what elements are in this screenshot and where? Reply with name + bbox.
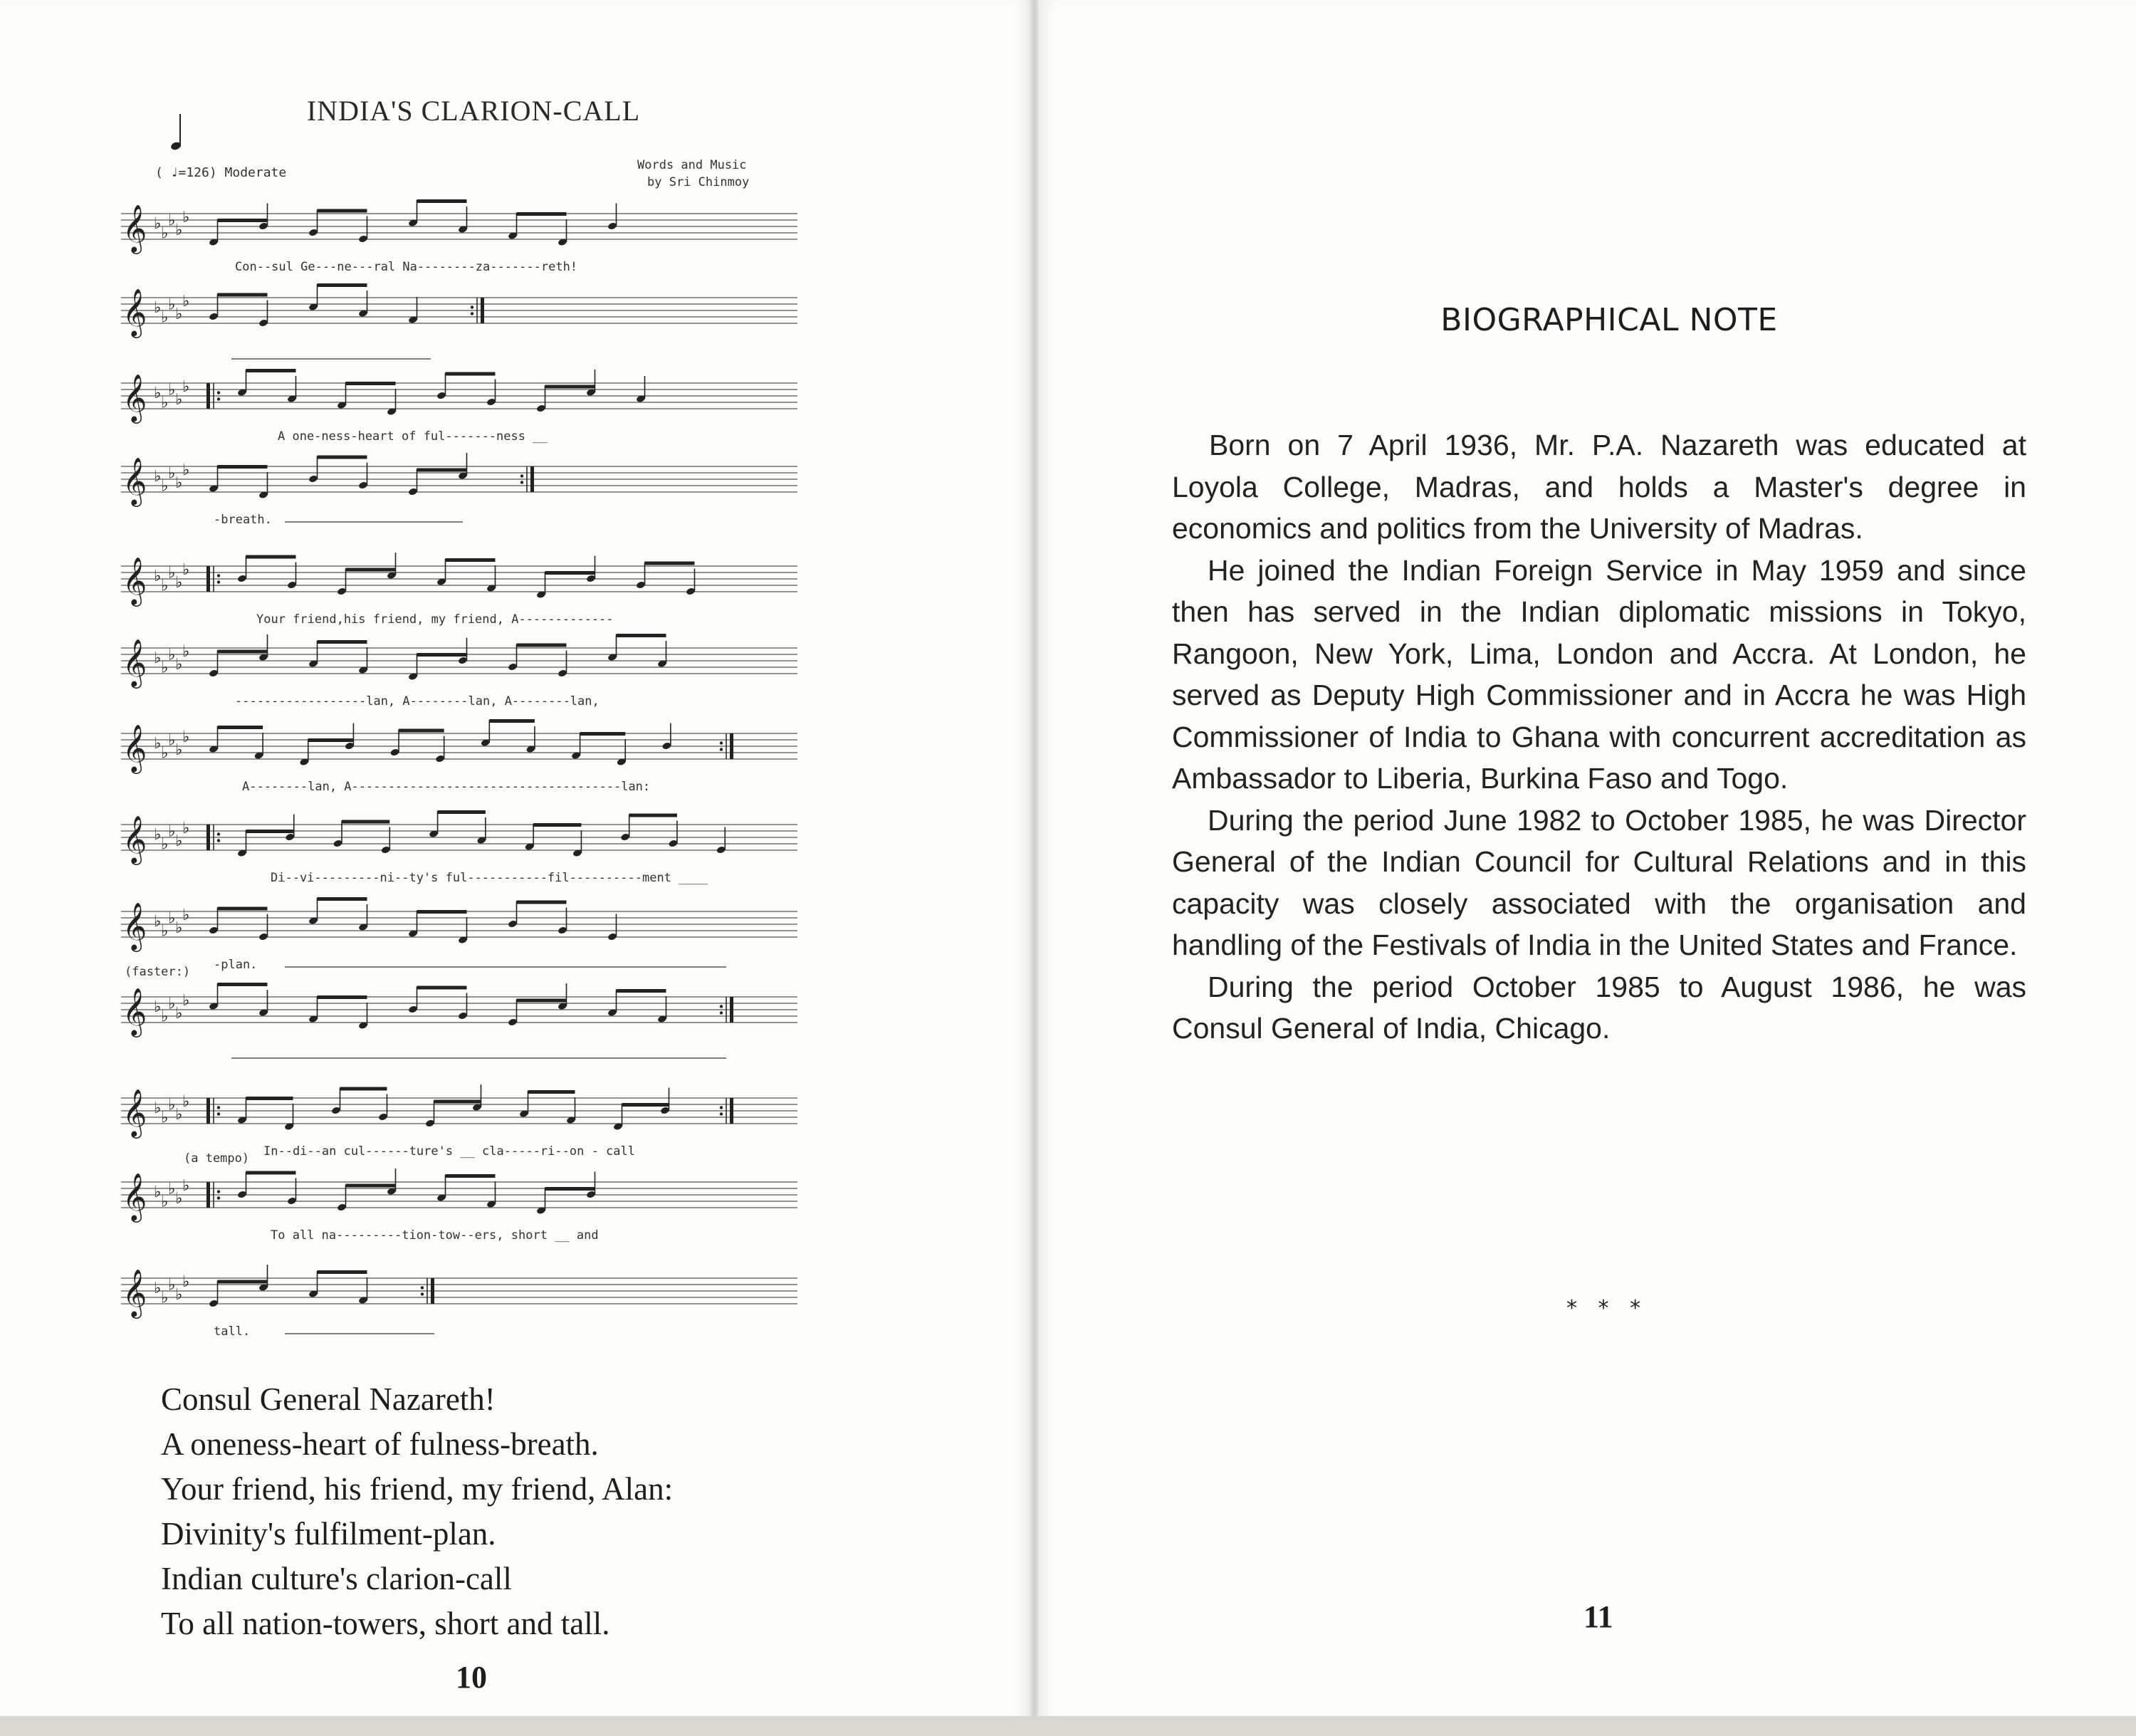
repeat-dot: [217, 1106, 220, 1109]
flat-sign: ♭: [154, 649, 162, 667]
repeat-dot: [217, 1196, 220, 1199]
flat-sign: ♭: [168, 995, 176, 1013]
note-beam: [399, 729, 444, 733]
flat-sign: ♭: [154, 1099, 162, 1117]
note-beam: [617, 634, 666, 637]
ornament-stars: * * *: [1566, 1296, 1648, 1321]
flat-sign: ♭: [168, 381, 176, 399]
lyric-line: Consul General Nazareth!: [161, 1381, 496, 1417]
treble-clef-icon: 𝄞: [122, 901, 147, 950]
note-beam: [517, 644, 567, 647]
flat-sign: ♭: [175, 1190, 183, 1208]
flat-sign: ♭: [168, 909, 176, 928]
flat-sign: ♭: [168, 296, 176, 314]
flat-sign: ♭: [154, 385, 162, 402]
note-beam: [446, 372, 496, 376]
flat-sign: ♭: [161, 922, 169, 941]
repeat-dot: [217, 1190, 220, 1193]
note-beam: [545, 385, 595, 389]
note-beam: [218, 726, 263, 729]
credit-line-2: by Sri Chinmoy: [647, 175, 750, 189]
flat-sign: ♭: [161, 744, 169, 763]
flat-sign: ♭: [161, 1193, 169, 1211]
repeat-dot: [421, 1286, 424, 1289]
flat-sign: ♭: [161, 1289, 169, 1307]
note-beam: [580, 732, 626, 736]
treble-clef-icon: 𝄞: [122, 373, 147, 422]
note-beam: [246, 830, 294, 833]
flat-sign: ♭: [182, 1177, 190, 1195]
note-beam: [246, 1171, 296, 1175]
flat-sign: ♭: [175, 919, 183, 937]
flat-sign: ♭: [161, 577, 169, 595]
note-beam: [318, 640, 367, 644]
staff-lyric: tall.: [214, 1324, 251, 1339]
staff-lyric: A one-ness-heart of ful-------ness __: [278, 429, 548, 444]
credit-line-1: Words and Music: [637, 158, 747, 172]
note-beam: [318, 1270, 367, 1274]
repeat-dot: [720, 741, 723, 744]
flat-sign: ♭: [154, 215, 162, 233]
note-beam: [545, 1187, 595, 1191]
flat-sign: ♭: [161, 1109, 169, 1127]
note-beam: [346, 1184, 396, 1188]
flat-sign: ♭: [154, 998, 162, 1016]
note-beam: [533, 823, 581, 827]
note-beam: [340, 1087, 387, 1091]
note-beam: [218, 293, 268, 297]
repeat-dot: [720, 1106, 723, 1109]
treble-clef-icon: 𝄞: [122, 288, 147, 336]
staff-lyric: A--------lan, A-------------------------------------lan:: [242, 780, 651, 794]
bio-paragraph: Born on 7 April 1936, Mr. P.A. Nazareth was educated at Loyola College, Madras, and holds a Master's degree in economics and politics from the University of Madras.: [1172, 429, 2026, 545]
flat-sign: ♭: [182, 906, 190, 924]
bio-text: [1172, 424, 2026, 1050]
treble-clef-icon: 𝄞: [122, 556, 147, 605]
flat-sign: ♭: [175, 656, 183, 674]
flat-sign: ♭: [175, 574, 183, 592]
repeat-dot: [217, 832, 220, 835]
flat-sign: ♭: [182, 461, 190, 479]
song-title: INDIA'S CLARION-CALL: [306, 95, 641, 127]
note-beam: [218, 1280, 268, 1284]
note-beam: [517, 212, 567, 216]
flat-sign: ♭: [161, 477, 169, 496]
flat-sign: ♭: [168, 1180, 176, 1198]
flat-sign: ♭: [168, 646, 176, 664]
repeat-bar-thick: [206, 1182, 210, 1208]
flat-sign: ♭: [182, 820, 190, 837]
flat-sign: ♭: [154, 826, 162, 844]
note-beam: [446, 558, 496, 562]
repeat-dot: [520, 481, 523, 483]
staff-lyric: In--di--an cul------ture's __ cla-----ri--on - call: [263, 1144, 635, 1159]
repeat-bar-thick: [206, 825, 210, 850]
end-bar-thick: [730, 733, 733, 759]
note-beam: [246, 555, 296, 559]
staff-lyric: Di--vi---------ni--ty's ful-----------fil----------ment ____: [271, 871, 708, 885]
flat-sign: ♭: [168, 564, 176, 582]
staff-lyric: -plan.: [214, 958, 258, 972]
flat-sign: ♭: [182, 209, 190, 226]
bio-paragraph: During the period June 1982 to October 1985, he was Director General of the Indian Council for Cultural Relations and in this capacity was closely associated with the organisation and handling of the Festivals of India in the United States and France.: [1172, 803, 2026, 961]
note-beam: [446, 1174, 496, 1178]
repeat-dot: [471, 305, 473, 308]
tempo-note-stem: [179, 114, 181, 147]
flat-sign: ♭: [168, 822, 176, 841]
flat-sign: ♭: [182, 643, 190, 661]
flat-sign: ♭: [168, 211, 176, 230]
note-beam: [417, 469, 467, 472]
tempo-mark-a-tempo: (a tempo): [184, 1151, 250, 1166]
flat-sign: ♭: [154, 913, 162, 931]
flat-sign: ♭: [154, 735, 162, 753]
flat-sign: ♭: [154, 1280, 162, 1297]
bio-heading: BIOGRAPHICAL NOTE: [1440, 302, 1778, 338]
flat-sign: ♭: [161, 1008, 169, 1026]
note-beam: [318, 456, 367, 459]
tempo-marking: ( ♩=126) Moderate: [155, 165, 287, 180]
repeat-dot: [217, 397, 220, 400]
repeat-dot: [217, 839, 220, 842]
end-bar-thick: [530, 466, 534, 492]
note-beam: [246, 369, 296, 372]
note-beam: [346, 382, 396, 385]
note-beam: [434, 1100, 481, 1104]
flat-sign: ♭: [168, 731, 176, 750]
repeat-bar-thick: [206, 1098, 210, 1124]
page-number-right: 11: [1583, 1599, 1613, 1634]
repeat-dot: [217, 574, 220, 577]
flat-sign: ♭: [154, 1183, 162, 1201]
flat-sign: ♭: [182, 728, 190, 746]
end-bar-thick: [730, 1098, 733, 1124]
treble-clef-icon: 𝄞: [122, 1172, 147, 1220]
note-beam: [517, 901, 567, 904]
page-bottom-edge: [0, 1716, 2136, 1736]
flat-sign: ♭: [154, 299, 162, 317]
note-beam: [645, 562, 695, 565]
staff-lyric: ------------------lan, A--------lan, A--------lan,: [235, 694, 600, 708]
flat-sign: ♭: [175, 305, 183, 323]
note-beam: [218, 650, 268, 654]
repeat-dot: [520, 474, 523, 477]
flat-sign: ♭: [168, 1276, 176, 1295]
treble-clef-icon: 𝄞: [122, 1088, 147, 1136]
treble-clef-icon: 𝄞: [122, 456, 147, 505]
end-bar-thick: [481, 298, 484, 323]
bio-paragraph: He joined the Indian Foreign Service in May 1959 and since then has served in the Indian diplomatic missions in Tokyo, Rangoon, New York, Lima, London and Accra. At London, he served as Deputy High Commissioner and in Accra he was High Commissioner of India to Ghana with concurrent accreditation as Ambassador to Liberia, Burkina Faso and Togo.: [1172, 553, 2026, 795]
note-beam: [218, 219, 268, 222]
note-beam: [346, 568, 396, 572]
left-page: [0, 0, 1032, 1736]
note-beam: [318, 209, 367, 213]
repeat-dot: [217, 580, 220, 583]
bio-paragraph: During the period October 1985 to August 1986, he was Consul General of India, Chicago.: [1172, 970, 2026, 1045]
repeat-dot: [720, 748, 723, 751]
flat-sign: ♭: [182, 293, 190, 310]
flat-sign: ♭: [161, 659, 169, 677]
treble-clef-icon: 𝄞: [122, 815, 147, 863]
repeat-dot: [217, 1112, 220, 1115]
flat-sign: ♭: [175, 1286, 183, 1304]
repeat-bar-thick: [206, 566, 210, 592]
lyric-line: A oneness-heart of fulness-breath.: [161, 1426, 599, 1462]
note-beam: [218, 907, 268, 911]
flat-sign: ♭: [182, 378, 190, 396]
note-beam: [318, 897, 367, 901]
flat-sign: ♭: [182, 1273, 190, 1291]
note-beam: [308, 738, 354, 742]
flat-sign: ♭: [182, 992, 190, 1010]
note-beam: [417, 986, 467, 990]
flat-sign: ♭: [175, 741, 183, 759]
note-beam: [246, 1097, 293, 1100]
repeat-dot: [217, 391, 220, 394]
end-bar-thick: [431, 1278, 434, 1304]
note-beam: [218, 983, 268, 986]
treble-clef-icon: 𝄞: [122, 723, 147, 772]
flat-sign: ♭: [175, 832, 183, 850]
flat-sign: ♭: [175, 221, 183, 239]
flat-sign: ♭: [154, 568, 162, 585]
staff-lyric: Con--sul Ge---ne---ral Na--------za-------reth!: [235, 260, 578, 274]
staff-lyric: Your friend,his friend, my friend, A-------------: [256, 612, 614, 627]
staff-lyric: -breath.: [214, 513, 272, 527]
note-beam: [528, 1090, 575, 1094]
lyric-line: Indian culture's clarion-call: [161, 1561, 512, 1596]
note-beam: [318, 283, 367, 287]
note-beam: [517, 999, 567, 1003]
lyric-line: Divinity's fulfilment-plan.: [161, 1516, 496, 1552]
repeat-bar-thick: [206, 383, 210, 409]
flat-sign: ♭: [154, 468, 162, 486]
treble-clef-icon: 𝄞: [122, 1268, 147, 1317]
note-beam: [617, 989, 666, 993]
treble-clef-icon: 𝄞: [122, 638, 147, 686]
end-bar-thick: [730, 997, 733, 1023]
flat-sign: ♭: [175, 474, 183, 492]
note-beam: [417, 653, 467, 657]
flat-sign: ♭: [161, 394, 169, 412]
lyric-line: Your friend, his friend, my friend, Alan:: [161, 1471, 674, 1507]
note-beam: [417, 910, 467, 914]
tempo-mark-faster: (faster:): [125, 965, 191, 979]
treble-clef-icon: 𝄞: [122, 204, 147, 252]
note-beam: [629, 814, 677, 817]
repeat-dot: [421, 1292, 424, 1295]
page-number-left: 10: [456, 1660, 487, 1695]
flat-sign: ♭: [175, 1106, 183, 1124]
staff-lyric: To all na---------tion-tow--ers, short __ and: [271, 1228, 599, 1243]
flat-sign: ♭: [182, 1093, 190, 1111]
flat-sign: ♭: [182, 561, 190, 579]
lyric-line: To all nation-towers, short and tall.: [161, 1606, 610, 1641]
flat-sign: ♭: [168, 464, 176, 483]
treble-clef-icon: 𝄞: [122, 987, 147, 1035]
repeat-dot: [471, 312, 473, 315]
flat-sign: ♭: [161, 224, 169, 243]
repeat-dot: [720, 1112, 723, 1115]
repeat-dot: [720, 1005, 723, 1008]
note-beam: [489, 719, 535, 723]
note-beam: [417, 199, 467, 203]
note-beam: [342, 820, 389, 824]
repeat-dot: [720, 1011, 723, 1014]
flat-sign: ♭: [161, 835, 169, 854]
flat-sign: ♭: [175, 391, 183, 409]
note-beam: [545, 571, 595, 575]
credit: [637, 157, 749, 191]
note-beam: [438, 810, 486, 814]
note-beam: [218, 465, 268, 469]
note-beam: [622, 1103, 669, 1107]
note-beam: [318, 995, 367, 999]
flat-sign: ♭: [168, 1096, 176, 1114]
flat-sign: ♭: [175, 1005, 183, 1023]
music-score: [100, 192, 812, 1360]
song-lyrics: [161, 1377, 673, 1646]
flat-sign: ♭: [161, 308, 169, 327]
